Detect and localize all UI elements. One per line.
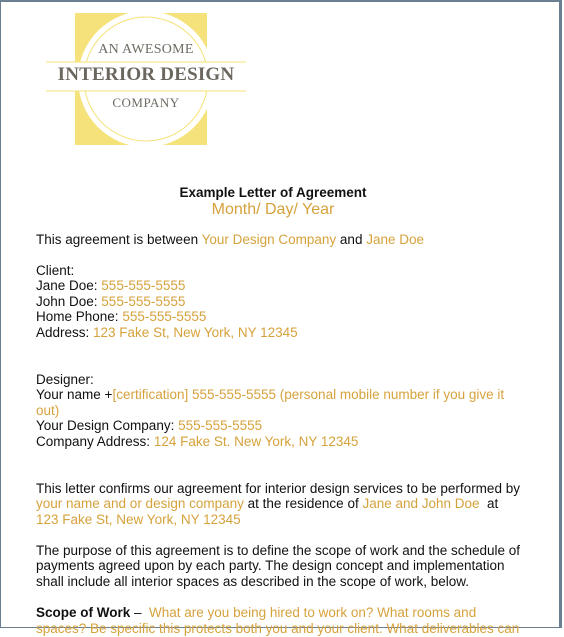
company-logo (46, 12, 246, 146)
designer-address: 124 Fake St. New York, NY 12345 (153, 434, 359, 449)
client-john-line (36, 294, 185, 310)
logo-line-1: AN AWESOME (98, 42, 194, 57)
client-address-line (36, 325, 298, 341)
scope-line-2: spaces? Be specific this protects both you and your client. What deliverables can (36, 621, 520, 636)
intro-client: Jane Doe (366, 232, 424, 247)
client-address: 123 Fake St, New York, NY 12345 (93, 325, 298, 340)
scope-dash: – (130, 605, 150, 620)
designer-name-cont: out) (36, 403, 60, 418)
designer-name-value: [certification] 555-555-5555 (personal mobile number if you give it (112, 387, 505, 402)
client-jane-line (36, 278, 185, 294)
john-label: John Doe: (36, 294, 102, 309)
logo-line-3: COMPANY (112, 95, 180, 110)
purpose-line-2: payments agreed upon by each party. The design concept and implementation (36, 558, 505, 573)
document-title: Example Letter of Agreement (179, 185, 367, 200)
intro-line (36, 232, 424, 248)
designer-company-line (36, 418, 262, 434)
jane-phone: 555-555-5555 (101, 278, 186, 293)
designer-name-label: Your name + (36, 387, 113, 402)
purpose-line-1: The purpose of this agreement is to define the scope of work and the schedule of (36, 543, 521, 558)
document-date: Month/ Day/ Year (211, 201, 335, 218)
confirm-end: at (479, 496, 499, 511)
intro-and: and (336, 232, 367, 247)
confirm-line-3: 123 Fake St, New York, NY 12345 (36, 512, 241, 527)
designer-name-line (36, 387, 504, 403)
confirm-mid: at the residence of (243, 496, 363, 511)
jane-label: Jane Doe: (36, 278, 102, 293)
client-address-label: Address: (36, 325, 94, 340)
confirm-line-2 (36, 496, 498, 512)
confirm-line-1: This letter confirms our agreement for interior design services to be performed by (36, 481, 520, 496)
john-phone: 555-555-5555 (101, 294, 186, 309)
designer-company-phone: 555-555-5555 (178, 418, 263, 433)
scope-text-1: What are you being hired to work on? What rooms and (149, 605, 477, 620)
designer-company-label: Your Design Company: (36, 418, 179, 433)
intro-company: Your Design Company (201, 232, 337, 247)
designer-address-label: Company Address: (36, 434, 154, 449)
scope-label: Scope of Work (36, 605, 131, 620)
intro-prefix: This agreement is between (36, 232, 202, 247)
purpose-line-3: shall include all interior spaces as described in the scope of work, below. (36, 574, 469, 589)
scope-line-1 (36, 605, 476, 621)
client-home-line (36, 309, 206, 325)
designer-address-line (36, 434, 358, 450)
home-label: Home Phone: (36, 309, 123, 324)
home-phone: 555-555-5555 (122, 309, 207, 324)
client-heading: Client: (36, 263, 75, 278)
confirm-clients: Jane and John Doe (362, 496, 480, 511)
confirm-provider: your name and or design company (36, 496, 244, 511)
designer-heading: Designer: (36, 372, 94, 387)
logo-line-2: INTERIOR DESIGN (57, 64, 235, 85)
